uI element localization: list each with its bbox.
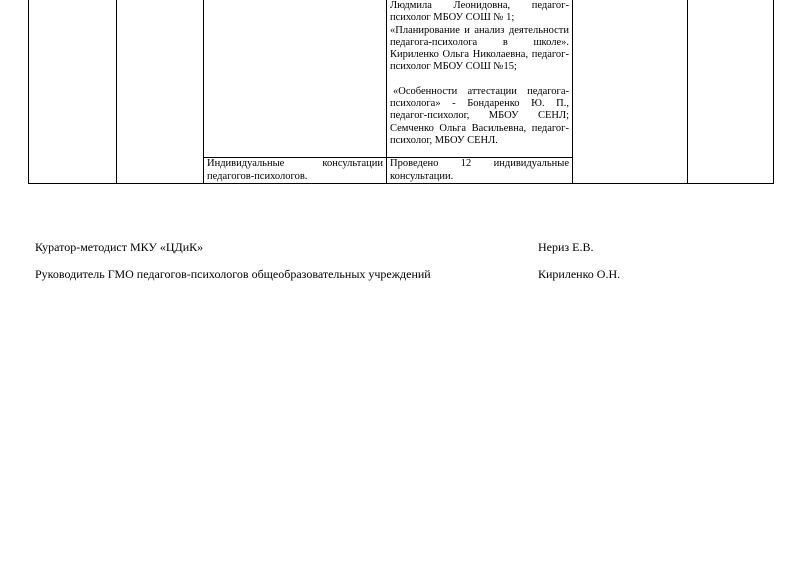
activity-paragraph: «Особенности аттестации педагога-психолога» - Бондаренко Ю. П., педагог-психолог, МБОУ СЕНЛ; Семченко Ольга Васильевна, педагог-психолог, МБОУ СЕНЛ. [390,85,569,146]
signature-name-head: Кириленко О.Н. [538,267,621,281]
activity-description-cell [387,0,573,158]
table-cell-empty-6 [688,0,774,183]
signature-position-curator: Куратор-методист МКУ «ЦДиК» [35,240,204,254]
result-text: Проведено 12 индивидуальные консультации. [390,158,569,182]
signature-name-curator: Нериз Е.В. [538,240,594,254]
event-cell [204,158,387,184]
table-row [29,0,774,158]
signature-position-head: Руководитель ГМО педагогов-психологов общеобразовательных учреждений [35,267,431,281]
table-cell-empty-2 [117,0,204,183]
table-cell-empty-5 [573,0,688,183]
table-cell-empty-3 [204,0,387,158]
activity-paragraph: «Планирование и анализ деятельности педагога-психолога в школе». Кириленко Ольга Николаевна, педагог-психолог МБОУ СОШ №15; [390,24,569,73]
result-cell [387,158,573,184]
table-cell-empty-1 [29,0,117,183]
report-table [28,0,774,184]
activity-paragraph: Людмила Леонидовна, педагог-психолог МБОУ СОШ № 1; [390,0,569,24]
event-text: Индивидуальные консультации педагогов-психологов. [207,158,383,182]
